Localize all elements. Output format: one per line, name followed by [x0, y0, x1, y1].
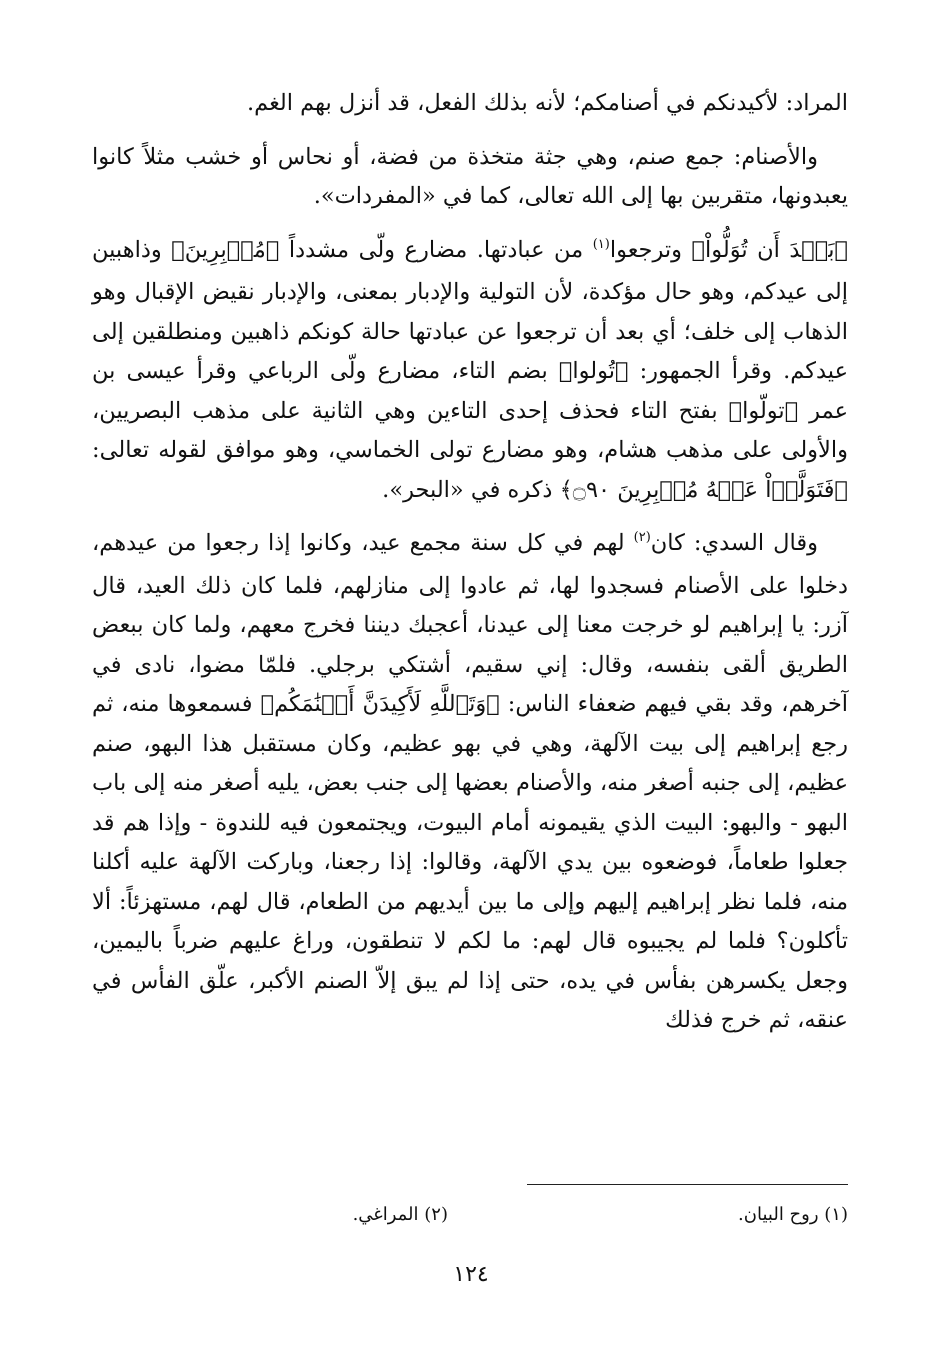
footnote-ref-2: (٢)	[633, 530, 651, 545]
paragraph-text: بفتح التاء فحذف إحدى التاءين وهي الثانية على مذهب البصريين، والأولى على مذهب هشام، وهو مضارع تولى الخماسي، وهو موافق لقوله تعالى:	[92, 397, 848, 463]
paragraph-text: المراد: لأكيدنكم في أصنامكم؛ لأنه بذلك الفعل، قد أنزل بهم الغم.	[246, 90, 848, 116]
quran-quote: ﴿فَتَوَلَّوۡاْ عَنۡهُ مُدۡبِرِينَ ۝٩٠﴾	[559, 476, 848, 503]
paragraph-2	[92, 138, 848, 217]
quran-quote: ﴿مُدۡبِرِينَ﴾	[171, 236, 280, 263]
footnote-1: (١) روح البيان.	[738, 1204, 848, 1225]
paragraph-text: وذاهبين إلى عيدكم، وهو حال مؤكدة، لأن التولية والإدبار بمعنى، والإدبار نقيض الإقبال وهو الذهاب إلى خلف؛ أي بعد أن ترجعوا عن عبادتها حالة كونكم ذاهبين ومنطلقين إلى عيدكم. وقرأ الجمهور:	[92, 236, 849, 384]
footnote-2: (٢) المراغي.	[352, 1204, 448, 1225]
page-number: ١٢٤	[453, 1262, 489, 1287]
quran-quote: ﴿وَتَٱللَّهِ لَأَكِيدَنَّ أَصۡنَٰمَكُم﴾	[260, 691, 500, 717]
paragraph-text: لهم في كل سنة مجمع عيد، وكانوا إذا رجعوا من عيدهم، دخلوا على الأصنام فسجدوا لها، ثم عادوا إلى منازلهم، فلما كان ذلك العيد، قال آزر: يا إبراهيم لو خرجت معنا إلى عيدنا، أعجبك ديننا فخرج معهم، ولما كان ببعض الطريق ألقى بنفسه، وقال: إني سقيم، أشتكي برجلي. فلمّا مضوا، نادى في آخرهم، وقد بقي فيهم ضعفاء الناس:	[92, 530, 848, 717]
paragraph-text: فسمعوها منه، ثم رجع إبراهيم إلى بيت الآلهة، وهي في بهو عظيم، وكان مستقبل هذا البهو، صنم عظيم، إلى جنبه أصغر منه، والأصنام بعضها إلى جنب بعض، يليه أصغر منه إلى باب البهو - والبهو: البيت الذي يقيمونه أمام البيوت، ويجتمعون فيه للندوة - وإذا هم قد جعلوا طعاماً، فوضعوه بين يدي الآلهة، وقالوا: إذا رجعنا، وباركت الآلهة عليه أكلنا منه، فلما نظر إبراهيم إليهم وإلى ما بين أيديهم من الطعام، قال لهم، مستهزئاً: ألا تأكلون؟ فلما لم يجيبوه قال لهم: ما لكم لا تنطقون، وراغ عليهم ضرباً باليمين، وجعل يكسرهن بفأس في يده، حتى إذا لم يبق إلاّ الصنم الأكبر، علّق الفأس في عنقه، ثم خرج فذلك	[92, 691, 848, 1033]
paragraph-4	[92, 524, 848, 1041]
paragraph-text: وترجعوا	[609, 236, 692, 263]
footnote-ref-1: (١)	[592, 236, 610, 252]
paragraph-1	[92, 84, 848, 124]
paragraph-text: من عبادتها. مضارع ولّى مشدداً	[279, 236, 593, 263]
paragraph-text: بضم التاء، مضارع ولّى الرباعي وقرأ عيسى بن عمر	[92, 358, 849, 424]
footnote-divider	[527, 1184, 848, 1185]
paragraph-text: ذكره في «البحر».	[382, 476, 560, 503]
quran-quote: ﴿بَعۡدَ أَن تُوَلُّواْ﴾	[691, 236, 848, 263]
paragraph-text: وقال السدي: كان	[650, 530, 818, 556]
main-text	[92, 84, 848, 1041]
footnotes	[92, 1200, 848, 1236]
paragraph-text: والأصنام: جمع صنم، وهي جثة متخذة من فضة، أو نحاس أو خشب مثلاً كانوا يعبدونها، متقربين بها إلى الله تعالى، كما في «المفردات».	[92, 143, 848, 209]
quran-quote: ﴿تولّوا﴾	[728, 397, 799, 424]
paragraph-3	[92, 231, 848, 511]
quran-quote: ﴿تُولوا﴾	[558, 358, 629, 384]
